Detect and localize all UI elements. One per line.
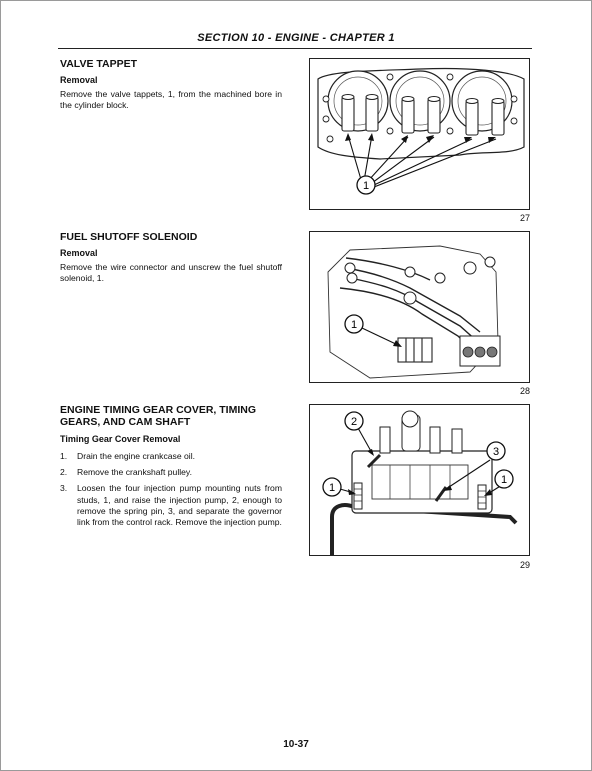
page-number: 10-37 <box>283 739 309 750</box>
step-text: Remove the crankshaft pulley. <box>77 467 192 478</box>
header-rule <box>58 48 532 49</box>
figure-number-27: 27 <box>519 213 530 223</box>
figure-number-29: 29 <box>519 560 530 570</box>
step-number: 3. <box>60 483 68 494</box>
page-header: SECTION 10 - ENGINE - CHAPTER 1 <box>197 32 395 44</box>
paragraph-fuel-shutoff: Remove the wire connector and unscrew the fuel shutoff solenoid, 1. <box>60 262 282 284</box>
subsection-title-timing-gear-cover-removal: Timing Gear Cover Removal <box>60 434 181 444</box>
figure-27-valve-tappets <box>309 58 530 210</box>
callout-1: 1 <box>362 180 370 192</box>
callout-1: 1 <box>350 319 358 331</box>
section-title-fuel-shutoff-solenoid: FUEL SHUTOFF SOLENOID <box>60 231 198 243</box>
section-title-engine-timing-gear-cover: ENGINE TIMING GEAR COVER, TIMING GEARS, AND CAM SHAFT <box>60 404 257 428</box>
figure-number-28: 28 <box>519 386 530 396</box>
paragraph-valve-tappet: Remove the valve tappets, 1, from the machined bore in the cylinder block. <box>60 89 282 111</box>
step-number: 1. <box>60 451 68 461</box>
callout-1-left: 1 <box>328 482 336 494</box>
step-number: 2. <box>60 467 68 478</box>
callout-1-right: 1 <box>500 474 508 486</box>
figure-28-fuel-shutoff-solenoid <box>309 231 530 383</box>
subsection-title-removal: Removal <box>60 248 98 258</box>
step-text: Drain the engine crankcase oil. <box>77 451 195 461</box>
subsection-title-removal: Removal <box>60 75 98 85</box>
list-item <box>60 483 282 528</box>
step-text: Loosen the four injection pump mounting nuts from studs, 1, and raise the injection pump, 2, enough to remove the spring pin, 3, and separate the governor link from the control rack. Remove the injection pump. <box>77 483 282 528</box>
steps-list <box>60 451 282 533</box>
list-item <box>60 467 282 478</box>
figure-29-injection-pump <box>309 404 530 556</box>
list-item <box>60 451 282 462</box>
section-title-valve-tappet: VALVE TAPPET <box>60 58 138 70</box>
callout-3: 3 <box>492 446 500 458</box>
callout-2: 2 <box>350 416 358 428</box>
